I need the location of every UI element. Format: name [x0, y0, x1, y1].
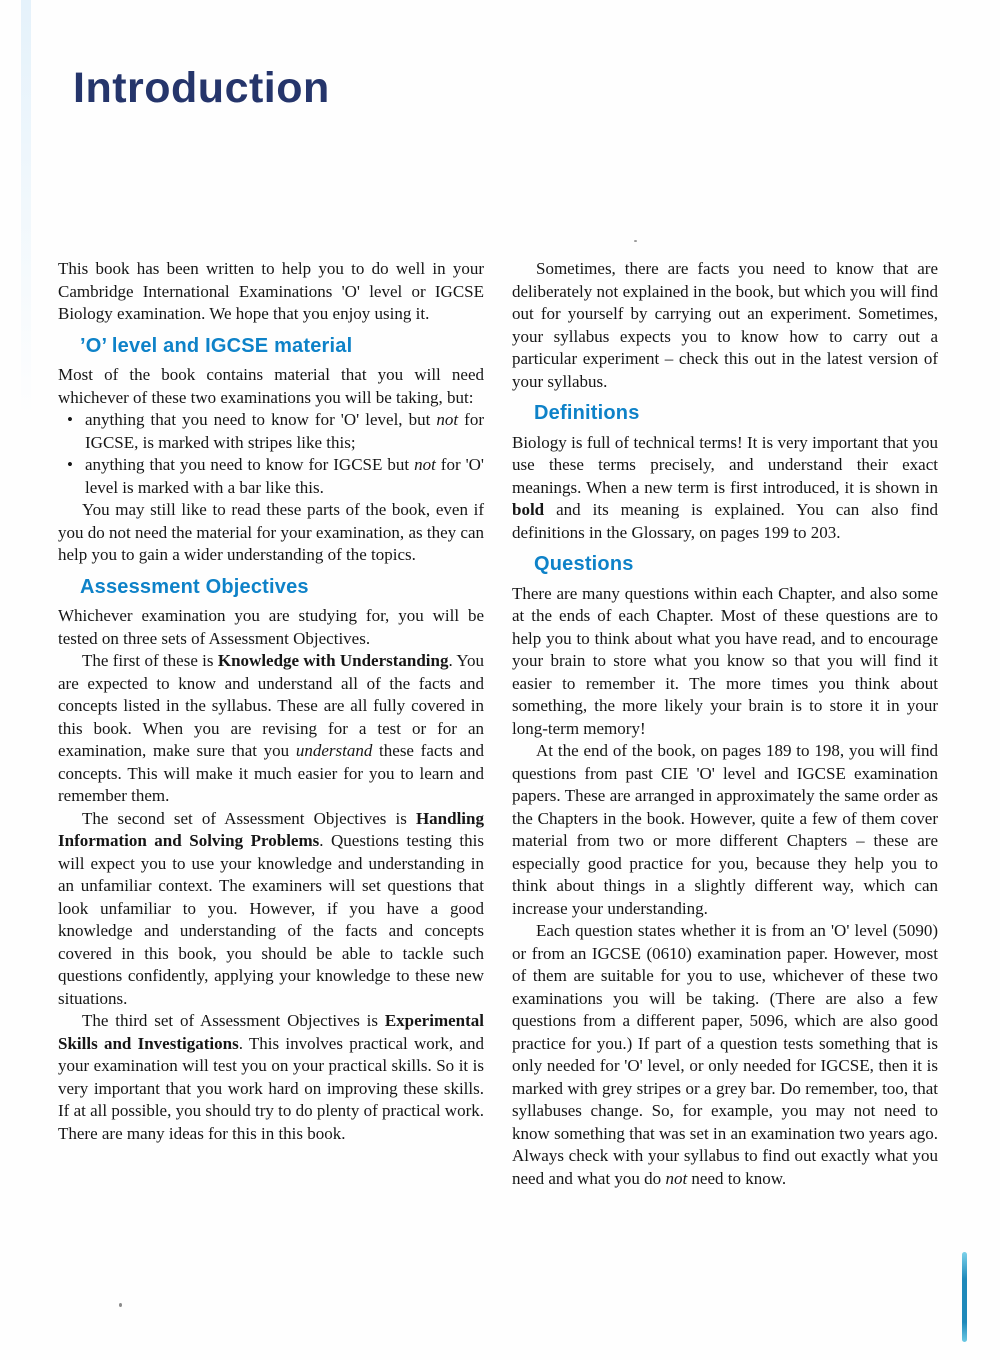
two-column-content [58, 258, 938, 1190]
section-heading: Definitions [534, 402, 640, 424]
section-heading: ’O’ level and IGCSE material [80, 334, 353, 357]
scan-edge-tint [21, 0, 31, 420]
bullet-text: anything that you need to know for IGCSE but not for 'O' level is marked with a bar like this. [85, 455, 484, 497]
left-column [58, 258, 484, 1190]
paragraph: At the end of the book, on pages 189 to 198, you will find questions from past CIE 'O' level and IGCSE examination papers. These are arranged in approximately the same order as the Chapters in the book. However, quite a few of them cover material from two or more different Chapters – these are especially good practice for you, because they help you to think about things in a slightly different way, which can increase your understanding. [512, 741, 938, 918]
bullet-item [58, 409, 484, 454]
paragraph: Most of the book contains material that you will need whichever of these two examinations you will be taking, but: [58, 365, 484, 407]
paragraph: The third set of Assessment Objectives is Experimental Skills and Investigations. This involves practical work, and your examination will test you on your practical skills. So it is very important that you work hard on improving these skills. If at all possible, you should try to do plenty of practical work. There are many ideas for this in this book. [58, 1011, 484, 1143]
section-heading: Questions [534, 553, 634, 575]
paragraph: Biology is full of technical terms! It is very important that you use these terms precisely, and understand their exact meanings. When a new term is first introduced, it is shown in bold and its meaning is explained. You can also find definitions in the Glossary, on pages 199 to 203. [512, 432, 938, 542]
bullet-icon: • [67, 455, 73, 474]
paragraph: This book has been written to help you to do well in your Cambridge International Examinations 'O' level or IGCSE Biology examination. We hope that you enjoy using it. [58, 259, 484, 323]
right-column [512, 258, 938, 1190]
scan-speck [119, 1303, 122, 1307]
accent-bar [962, 1252, 967, 1342]
paragraph: You may still like to read these parts of the book, even if you do not need the material for your examination, as they can help you to gain a wider understanding of the topics. [58, 500, 484, 564]
page-title: Introduction [73, 64, 330, 112]
paragraph: There are many questions within each Chapter, and also some at the ends of each Chapter. Most of these questions are to help you to think about what you have read, and to encourage your brain to store what you know so that you will find it easier to remember it. The more times you think about something, the more likely your brain is to store it in your long-term memory! [512, 583, 938, 738]
bullet-icon: • [67, 410, 73, 429]
paragraph: Whichever examination you are studying for, you will be tested on three sets of Assessment Objectives. [58, 606, 484, 648]
section-heading: Assessment Objectives [80, 575, 309, 598]
paragraph: Sometimes, there are facts you need to know that are deliberately not explained in the book, but which you will find out for yourself by carrying out an experiment. Sometimes, your syllabus expects you to know how to carry out a particular experiment – check this out in the latest version of your syllabus. [512, 259, 938, 391]
paragraph: The first of these is Knowledge with Understanding. You are expected to know and understand all of the facts and concepts listed in the syllabus. These are all fully covered in this book. When you are revising for a test or for an examination, make sure that you understand these facts and concepts. This will make it much easier for you to learn and remember them. [58, 651, 484, 805]
paragraph: Each question states whether it is from an 'O' level (5090) or from an IGCSE (0610) examination paper. However, most of them are suitable for you to use, whichever of these two examinations you will be taking. (There are also a few questions from a different paper, 5096, which are also good practice for you.) If part of a question tests something that is only needed for 'O' level, or only needed for IGCSE, then it is marked with grey stripes or a grey bar. Do remember, too, that syllabuses change. So, for example, you may not need to know something that was set in an examination two years ago. Always check with your syllabus to find out exactly what you need and what you do not need to know. [512, 921, 938, 1188]
scan-speck [634, 240, 637, 242]
bullet-text: anything that you need to know for 'O' level, but not for IGCSE, is marked with stripes like this; [85, 410, 485, 452]
paragraph: The second set of Assessment Objectives is Handling Information and Solving Problems. Questions testing this will expect you to use your knowledge and understanding in an unfamiliar context. The examiners will set questions that look unfamiliar to you. However, if you have a good knowledge and understanding of the facts and concepts covered in this book, you should be able to tackle such questions confidently, applying your knowledge to these new situations. [58, 808, 484, 1008]
bullet-item [58, 454, 484, 499]
